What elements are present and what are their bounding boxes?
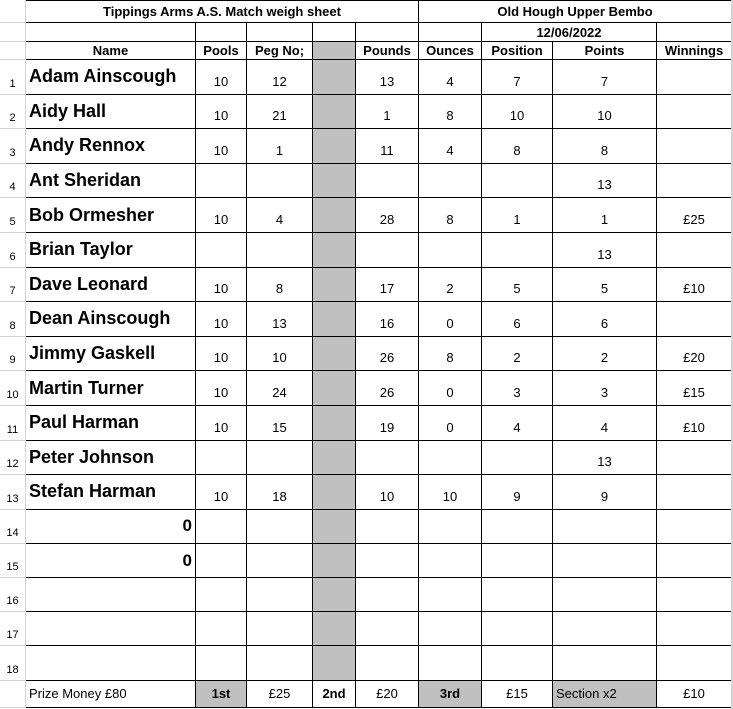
table-row (0, 543, 732, 577)
points-cell[interactable]: 2 (553, 336, 657, 371)
winnings-cell[interactable]: £10 (657, 405, 732, 440)
ounces-cell[interactable]: 10 (419, 475, 482, 510)
spacer-cell[interactable] (313, 543, 356, 577)
points-cell[interactable] (553, 578, 657, 612)
spacer-cell[interactable] (313, 475, 356, 510)
row-number[interactable]: 1 (0, 60, 26, 95)
ounces-cell[interactable] (419, 440, 482, 475)
row-number[interactable]: 8 (0, 302, 26, 337)
position-cell[interactable]: 9 (482, 475, 553, 510)
ounces-cell[interactable]: 0 (419, 371, 482, 406)
points-cell[interactable]: 10 (553, 94, 657, 129)
pounds-cell[interactable] (356, 232, 419, 267)
row-header (0, 680, 26, 707)
ounces-cell[interactable]: 8 (419, 94, 482, 129)
position-cell[interactable]: 5 (482, 267, 553, 302)
pools-cell[interactable]: 10 (196, 336, 247, 371)
cell[interactable] (356, 23, 419, 42)
col-header-points: Points (553, 42, 657, 60)
pounds-cell[interactable]: 28 (356, 198, 419, 233)
peg-cell[interactable]: 12 (247, 60, 313, 95)
table-row (0, 646, 732, 680)
prize-section-value: £10 (657, 680, 732, 707)
col-header-peg: Peg No; (247, 42, 313, 60)
peg-cell[interactable]: 8 (247, 267, 313, 302)
peg-cell[interactable]: 15 (247, 405, 313, 440)
position-cell[interactable]: 4 (482, 405, 553, 440)
peg-cell[interactable] (247, 578, 313, 612)
points-cell[interactable]: 1 (553, 198, 657, 233)
table-row (0, 612, 732, 646)
angler-name-cell[interactable]: Andy Rennox (26, 129, 196, 164)
table-row (0, 232, 732, 267)
peg-cell[interactable]: 1 (247, 129, 313, 164)
ounces-cell[interactable] (419, 612, 482, 646)
pounds-cell[interactable]: 26 (356, 336, 419, 371)
winnings-cell[interactable] (657, 94, 732, 129)
prize-first-label: 1st (196, 680, 247, 707)
winnings-cell[interactable] (657, 509, 732, 543)
winnings-cell[interactable] (657, 475, 732, 510)
angler-name-cell[interactable] (26, 578, 196, 612)
points-cell[interactable]: 5 (553, 267, 657, 302)
peg-cell[interactable] (247, 232, 313, 267)
row-number[interactable]: 15 (0, 543, 26, 577)
pounds-cell[interactable] (356, 578, 419, 612)
ounces-cell[interactable] (419, 509, 482, 543)
winnings-cell[interactable]: £15 (657, 371, 732, 406)
winnings-cell[interactable] (657, 543, 732, 577)
spacer-cell[interactable] (313, 198, 356, 233)
ounces-cell[interactable]: 8 (419, 198, 482, 233)
points-cell[interactable] (553, 543, 657, 577)
row-number[interactable]: 5 (0, 198, 26, 233)
row-header (0, 42, 26, 60)
cell[interactable] (26, 23, 196, 42)
position-cell[interactable] (482, 163, 553, 198)
points-cell[interactable]: 13 (553, 163, 657, 198)
winnings-cell[interactable] (657, 440, 732, 475)
pounds-cell[interactable] (356, 163, 419, 198)
points-cell[interactable]: 8 (553, 129, 657, 164)
column-header-row (0, 42, 732, 60)
pools-cell[interactable] (196, 612, 247, 646)
row-number[interactable]: 12 (0, 440, 26, 475)
table-row (0, 405, 732, 440)
winnings-cell[interactable] (657, 612, 732, 646)
winnings-cell[interactable] (657, 232, 732, 267)
pounds-cell[interactable] (356, 543, 419, 577)
peg-cell[interactable] (247, 509, 313, 543)
peg-cell[interactable] (247, 543, 313, 577)
position-cell[interactable] (482, 543, 553, 577)
peg-cell[interactable] (247, 440, 313, 475)
pounds-cell[interactable]: 10 (356, 475, 419, 510)
col-header-position: Position (482, 42, 553, 60)
table-row (0, 302, 732, 337)
row-number[interactable]: 7 (0, 267, 26, 302)
peg-cell[interactable]: 18 (247, 475, 313, 510)
position-cell[interactable] (482, 440, 553, 475)
angler-name-cell[interactable]: Aidy Hall (26, 94, 196, 129)
peg-cell[interactable]: 4 (247, 198, 313, 233)
table-row (0, 163, 732, 198)
table-row (0, 371, 732, 406)
pounds-cell[interactable]: 1 (356, 94, 419, 129)
table-row (0, 129, 732, 164)
winnings-cell[interactable]: £10 (657, 267, 732, 302)
winnings-cell[interactable]: £20 (657, 336, 732, 371)
points-cell[interactable] (553, 646, 657, 680)
position-cell[interactable]: 10 (482, 94, 553, 129)
spacer-cell[interactable] (313, 336, 356, 371)
cell[interactable] (419, 23, 482, 42)
position-cell[interactable] (482, 509, 553, 543)
pounds-cell[interactable] (356, 440, 419, 475)
peg-cell[interactable] (247, 612, 313, 646)
pools-cell[interactable]: 10 (196, 302, 247, 337)
prize-section-label: Section x2 (553, 680, 657, 707)
ounces-cell[interactable] (419, 543, 482, 577)
ounces-cell[interactable] (419, 163, 482, 198)
ounces-cell[interactable]: 4 (419, 129, 482, 164)
pools-cell[interactable]: 10 (196, 94, 247, 129)
position-cell[interactable]: 1 (482, 198, 553, 233)
title-row (0, 1, 732, 23)
col-header-pools: Pools (196, 42, 247, 60)
winnings-cell[interactable] (657, 302, 732, 337)
angler-name-cell[interactable]: Brian Taylor (26, 232, 196, 267)
angler-name-cell[interactable]: Ant Sheridan (26, 163, 196, 198)
row-number[interactable]: 16 (0, 578, 26, 612)
pounds-cell[interactable] (356, 612, 419, 646)
ounces-cell[interactable]: 0 (419, 405, 482, 440)
peg-cell[interactable]: 24 (247, 371, 313, 406)
pools-cell[interactable]: 10 (196, 129, 247, 164)
pools-cell[interactable] (196, 578, 247, 612)
position-cell[interactable] (482, 612, 553, 646)
points-cell[interactable] (553, 509, 657, 543)
points-cell[interactable] (553, 612, 657, 646)
pools-cell[interactable] (196, 509, 247, 543)
ounces-cell[interactable]: 0 (419, 302, 482, 337)
spacer-cell[interactable] (313, 646, 356, 680)
angler-name-cell[interactable]: 0 (26, 543, 196, 577)
angler-name-cell[interactable]: 0 (26, 509, 196, 543)
angler-name-cell[interactable]: Bob Ormesher (26, 198, 196, 233)
table-row (0, 578, 732, 612)
prize-first-value: £25 (247, 680, 313, 707)
angler-name-cell[interactable]: Adam Ainscough (26, 60, 196, 95)
row-number[interactable]: 4 (0, 163, 26, 198)
peg-cell[interactable]: 10 (247, 336, 313, 371)
spacer-cell[interactable] (313, 163, 356, 198)
venue-title: Old Hough Upper Bembo (419, 1, 732, 23)
points-cell[interactable]: 6 (553, 302, 657, 337)
pounds-cell[interactable]: 26 (356, 371, 419, 406)
row-number[interactable]: 14 (0, 509, 26, 543)
pounds-cell[interactable]: 17 (356, 267, 419, 302)
pounds-cell[interactable]: 13 (356, 60, 419, 95)
pools-cell[interactable]: 10 (196, 371, 247, 406)
ounces-cell[interactable] (419, 646, 482, 680)
pounds-cell[interactable]: 11 (356, 129, 419, 164)
prize-second-value: £20 (356, 680, 419, 707)
table-row (0, 60, 732, 95)
pounds-cell[interactable]: 19 (356, 405, 419, 440)
table-row (0, 509, 732, 543)
row-number[interactable]: 13 (0, 475, 26, 510)
cell[interactable] (313, 23, 356, 42)
angler-name-cell[interactable]: Martin Turner (26, 371, 196, 406)
angler-name-cell[interactable]: Stefan Harman (26, 475, 196, 510)
col-header-winnings: Winnings (657, 42, 732, 60)
angler-name-cell[interactable] (26, 612, 196, 646)
angler-name-cell[interactable]: Jimmy Gaskell (26, 336, 196, 371)
position-cell[interactable] (482, 232, 553, 267)
col-header-pounds: Pounds (356, 42, 419, 60)
winnings-cell[interactable] (657, 646, 732, 680)
spacer-cell[interactable] (313, 60, 356, 95)
points-cell[interactable]: 9 (553, 475, 657, 510)
prize-row (0, 680, 732, 707)
points-cell[interactable]: 13 (553, 440, 657, 475)
spacer-cell[interactable] (313, 302, 356, 337)
angler-name-cell[interactable]: Peter Johnson (26, 440, 196, 475)
table-row (0, 440, 732, 475)
ounces-cell[interactable]: 8 (419, 336, 482, 371)
sheet-title: Tippings Arms A.S. Match weigh sheet (26, 1, 419, 23)
prize-third-label: 3rd (419, 680, 482, 707)
spacer-cell[interactable] (313, 440, 356, 475)
row-number[interactable]: 18 (0, 646, 26, 680)
position-cell[interactable]: 8 (482, 129, 553, 164)
winnings-cell[interactable]: £25 (657, 198, 732, 233)
table-row (0, 94, 732, 129)
position-cell[interactable] (482, 578, 553, 612)
pools-cell[interactable]: 10 (196, 198, 247, 233)
ounces-cell[interactable]: 2 (419, 267, 482, 302)
table-row (0, 267, 732, 302)
cell[interactable] (247, 23, 313, 42)
prize-money-label: Prize Money £80 (26, 680, 196, 707)
pools-cell[interactable] (196, 543, 247, 577)
winnings-cell[interactable] (657, 129, 732, 164)
table-row (0, 198, 732, 233)
col-header-ounces: Ounces (419, 42, 482, 60)
angler-name-cell[interactable]: Dave Leonard (26, 267, 196, 302)
spacer-cell[interactable] (313, 232, 356, 267)
cell[interactable] (196, 23, 247, 42)
pools-cell[interactable] (196, 232, 247, 267)
points-cell[interactable]: 13 (553, 232, 657, 267)
cell[interactable] (657, 23, 732, 42)
spacer-cell[interactable] (313, 405, 356, 440)
row-number[interactable]: 11 (0, 405, 26, 440)
angler-name-cell[interactable] (26, 646, 196, 680)
ounces-cell[interactable] (419, 232, 482, 267)
row-number[interactable]: 6 (0, 232, 26, 267)
row-number[interactable]: 10 (0, 371, 26, 406)
row-header (0, 23, 26, 42)
position-cell[interactable]: 7 (482, 60, 553, 95)
peg-cell[interactable] (247, 646, 313, 680)
spacer-cell[interactable] (313, 509, 356, 543)
position-cell[interactable]: 3 (482, 371, 553, 406)
pounds-cell[interactable]: 16 (356, 302, 419, 337)
winnings-cell[interactable] (657, 578, 732, 612)
spacer-cell[interactable] (313, 578, 356, 612)
row-number[interactable]: 17 (0, 612, 26, 646)
row-header (0, 1, 26, 23)
table-row (0, 475, 732, 510)
row-number[interactable]: 2 (0, 94, 26, 129)
spacer-cell[interactable] (313, 612, 356, 646)
winnings-cell[interactable] (657, 163, 732, 198)
winnings-cell[interactable] (657, 60, 732, 95)
spacer-cell[interactable] (313, 267, 356, 302)
spacer-cell[interactable] (313, 129, 356, 164)
col-header-spacer (313, 42, 356, 60)
match-date: 12/06/2022 (482, 23, 657, 42)
pools-cell[interactable]: 10 (196, 267, 247, 302)
pools-cell[interactable]: 10 (196, 405, 247, 440)
position-cell[interactable]: 6 (482, 302, 553, 337)
spacer-cell[interactable] (313, 94, 356, 129)
row-number[interactable]: 9 (0, 336, 26, 371)
prize-second-label: 2nd (313, 680, 356, 707)
spacer-cell[interactable] (313, 371, 356, 406)
peg-cell[interactable] (247, 163, 313, 198)
row-number[interactable]: 3 (0, 129, 26, 164)
points-cell[interactable]: 4 (553, 405, 657, 440)
angler-name-cell[interactable]: Dean Ainscough (26, 302, 196, 337)
date-row (0, 23, 732, 42)
peg-cell[interactable]: 21 (247, 94, 313, 129)
pools-cell[interactable] (196, 646, 247, 680)
peg-cell[interactable]: 13 (247, 302, 313, 337)
ounces-cell[interactable] (419, 578, 482, 612)
pounds-cell[interactable] (356, 646, 419, 680)
pools-cell[interactable] (196, 163, 247, 198)
points-cell[interactable]: 7 (553, 60, 657, 95)
col-header-name: Name (26, 42, 196, 60)
pounds-cell[interactable] (356, 509, 419, 543)
ounces-cell[interactable]: 4 (419, 60, 482, 95)
position-cell[interactable] (482, 646, 553, 680)
prize-third-value: £15 (482, 680, 553, 707)
position-cell[interactable]: 2 (482, 336, 553, 371)
pools-cell[interactable]: 10 (196, 475, 247, 510)
pools-cell[interactable]: 10 (196, 60, 247, 95)
pools-cell[interactable] (196, 440, 247, 475)
points-cell[interactable]: 3 (553, 371, 657, 406)
table-row (0, 336, 732, 371)
angler-name-cell[interactable]: Paul Harman (26, 405, 196, 440)
